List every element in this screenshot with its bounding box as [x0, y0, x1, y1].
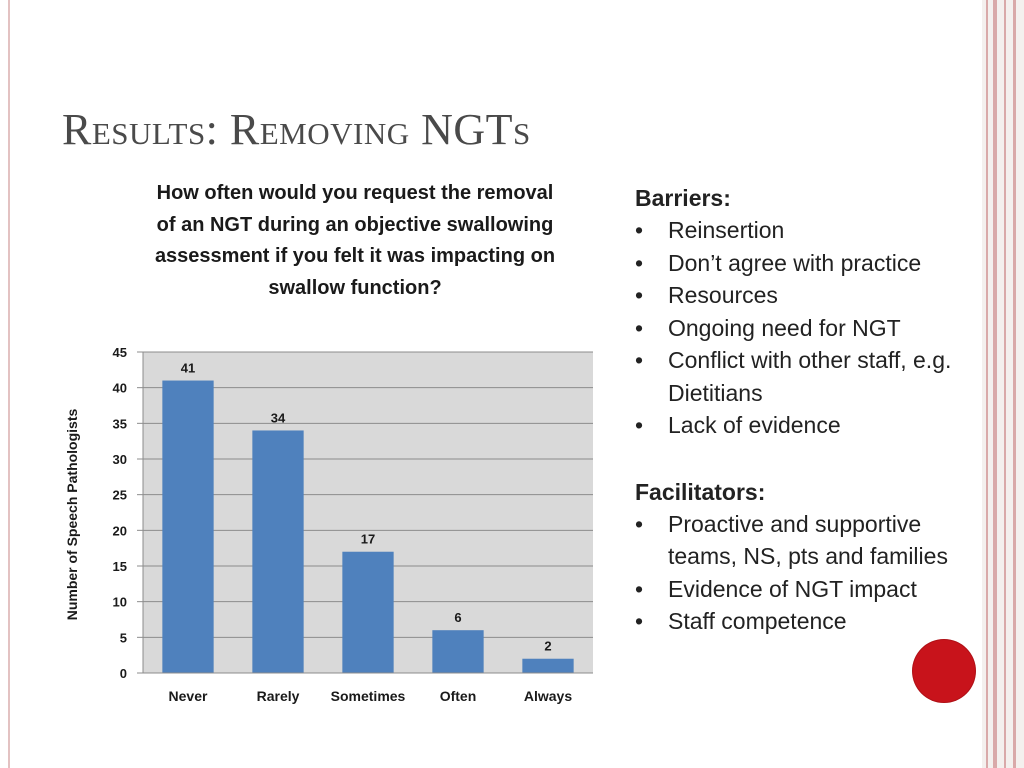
data-label: 17 — [360, 531, 376, 547]
x-tick-label: Rarely — [256, 688, 300, 704]
data-label: 6 — [454, 610, 462, 626]
bar-always — [522, 659, 573, 673]
barriers-heading: Barriers: — [635, 185, 731, 211]
chart-title: How often would you request the removal of an NGT during an objective swallowing assessment if you felt it was impacting on swallow function? — [154, 182, 556, 299]
data-label: 41 — [180, 360, 196, 376]
y-tick-label: 30 — [112, 452, 127, 467]
bar-often — [432, 630, 483, 673]
barriers-facilitators-panel — [635, 182, 975, 638]
right-decor-line-4 — [1013, 0, 1016, 768]
barrier-item: • Reinsertion — [635, 214, 975, 247]
right-decor-band — [982, 0, 1024, 768]
bar-rarely — [252, 430, 303, 673]
bar-sometimes — [342, 552, 393, 673]
facilitator-item: • Staff competence — [635, 605, 975, 638]
facilitator-item: • Proactive and supportive teams, NS, pts and families — [635, 508, 975, 573]
right-decor-line-1 — [986, 0, 988, 768]
x-tick-label: Often — [439, 688, 477, 704]
y-tick-label: 35 — [112, 416, 127, 432]
y-tick-label: 5 — [119, 630, 127, 646]
data-label: 2 — [544, 638, 552, 654]
facilitators-heading: Facilitators: — [635, 478, 766, 505]
barrier-item: • Don’t agree with practice — [635, 247, 975, 280]
y-tick-label: 25 — [112, 487, 127, 503]
x-tick-label: Sometimes — [330, 688, 406, 704]
bar-never — [162, 381, 213, 673]
slide-title: Results: Removing NGTs — [62, 105, 531, 154]
y-tick-label: 0 — [119, 666, 127, 681]
facilitator-item: • Evidence of NGT impact — [635, 573, 975, 606]
y-tick-label: 45 — [112, 345, 127, 360]
y-tick-label: 10 — [112, 594, 127, 610]
data-label: 34 — [270, 410, 286, 426]
red-circle-decor — [913, 640, 975, 702]
y-axis-label: Number of Speech Pathologists — [64, 408, 80, 621]
barrier-item: • Ongoing need for NGT — [635, 312, 975, 345]
facilitators-list — [635, 508, 975, 638]
x-tick-label: Always — [523, 688, 573, 704]
y-tick-label: 15 — [112, 559, 127, 574]
right-decor-line-2 — [993, 0, 997, 768]
y-tick-label: 20 — [112, 523, 127, 539]
barrier-item: • Conflict with other staff, e.g. Dietitians — [635, 344, 975, 409]
barriers-list — [635, 214, 975, 442]
barrier-item: • Resources — [635, 279, 975, 312]
right-decor-line-3 — [1004, 0, 1006, 768]
y-tick-label: 40 — [112, 380, 127, 396]
x-tick-label: Never — [168, 688, 208, 704]
barrier-item: • Lack of evidence — [635, 409, 975, 442]
